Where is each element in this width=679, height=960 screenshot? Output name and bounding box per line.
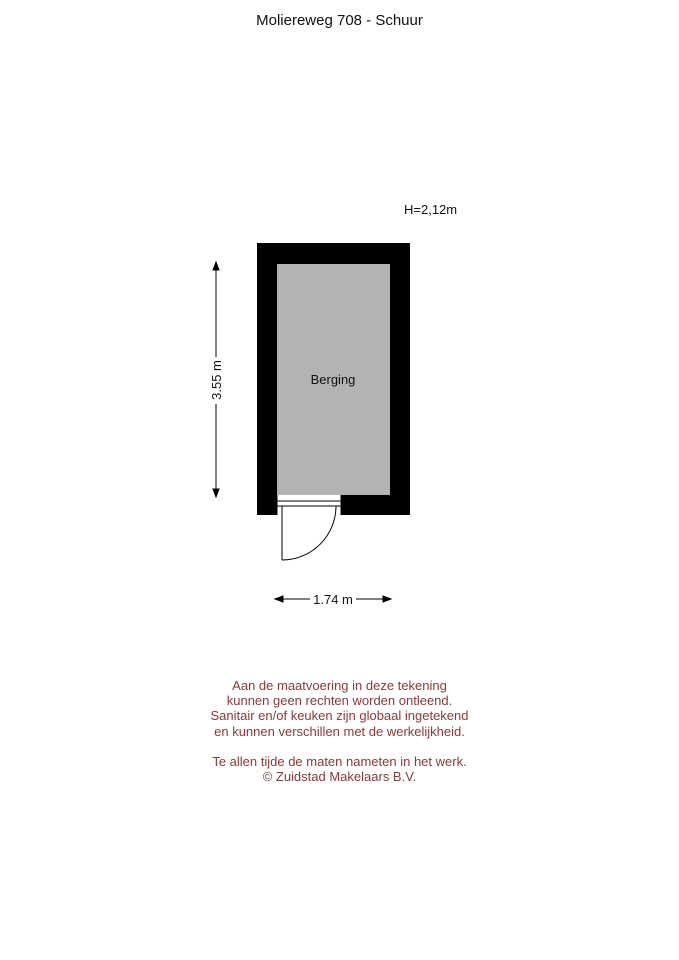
disclaimer xyxy=(0,678,679,784)
ceiling-height-label: H=2,12m xyxy=(404,202,458,217)
disclaimer-line: en kunnen verschillen met de werkelijkheid. xyxy=(214,723,465,739)
disclaimer-line: Aan de maatvoering in deze tekening xyxy=(232,678,447,693)
copyright-line: © Zuidstad Makelaars B.V. xyxy=(262,769,417,785)
disclaimer-line: Sanitair en/of keuken zijn globaal ingetekend xyxy=(210,708,469,724)
door-opening xyxy=(277,495,341,515)
room-label: Berging xyxy=(310,372,356,387)
width-dimension-label: 1.74 m xyxy=(313,592,353,607)
disclaimer-line: kunnen geen rechten worden ontleend. xyxy=(226,693,453,709)
page-title: Moliereweg 708 - Schuur xyxy=(256,12,423,29)
disclaimer-line: Te allen tijde de maten nameten in het werk. xyxy=(212,753,467,769)
height-dimension-label: 3.55 m xyxy=(209,360,224,400)
